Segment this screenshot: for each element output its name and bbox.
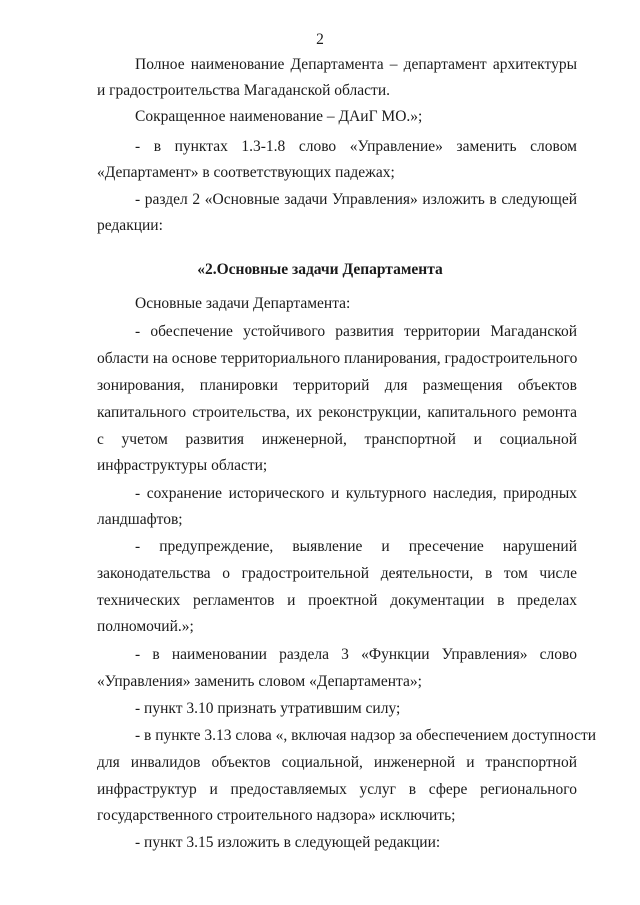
text-line: и градостроительства Магаданской области. [97, 82, 390, 99]
text-line: - предупреждение, выявление и пресечение нарушений [135, 538, 577, 555]
text-line: ландшафтов; [97, 511, 183, 528]
text-line: - раздел 2 «Основные задачи Управления» изложить в следующей [135, 191, 577, 208]
text-line: «Департамент» в соответствующих падежах; [97, 164, 395, 181]
text-line: технических регламентов и проектной документации в пределах [97, 592, 577, 609]
text-line: - в пунктах 1.3-1.8 слово «Управление» заменить словом [135, 138, 577, 155]
text-line: - в наименовании раздела 3 «Функции Управления» слово [135, 646, 577, 663]
text-line: области на основе территориального планирования, градостроительного [97, 350, 578, 367]
text-line: - в пункте 3.13 слова «, включая надзор за обеспечением доступности [135, 727, 597, 744]
text-line: полномочий.»; [97, 618, 194, 635]
text-line: Основные задачи Департамента: [135, 295, 351, 312]
text-line: с учетом развития инженерной, транспортной и социальной [97, 431, 577, 448]
text-line: Сокращенное наименование – ДАиГ МО.»; [135, 108, 423, 125]
text-line: капитального строительства, их реконструкции, капитального ремонта [97, 404, 577, 421]
text-line: инфраструктур и предоставляемых услуг в сфере регионального [97, 781, 577, 798]
text-line: - пункт 3.15 изложить в следующей редакции: [135, 834, 441, 851]
text-line: редакции: [97, 217, 163, 234]
text-line: Полное наименование Департамента – департамент архитектуры [135, 56, 577, 73]
text-line: - пункт 3.10 признать утратившим силу; [135, 700, 401, 717]
text-line: «Управления» заменить словом «Департамента»; [97, 673, 422, 690]
page-number: 2 [316, 31, 324, 48]
text-line: инфраструктуры области; [97, 457, 268, 474]
text-line: - обеспечение устойчивого развития территории Магаданской [135, 323, 577, 340]
section-heading: «2.Основные задачи Департамента [197, 261, 443, 278]
text-line: государственного строительного надзора» исключить; [97, 807, 456, 824]
text-line: - сохранение исторического и культурного наследия, природных [135, 485, 577, 502]
text-line: зонирования, планировки территорий для размещения объектов [97, 377, 577, 394]
text-line: законодательства о градостроительной деятельности, в том числе [97, 565, 577, 582]
text-line: для инвалидов объектов социальной, инженерной и транспортной [97, 754, 577, 771]
